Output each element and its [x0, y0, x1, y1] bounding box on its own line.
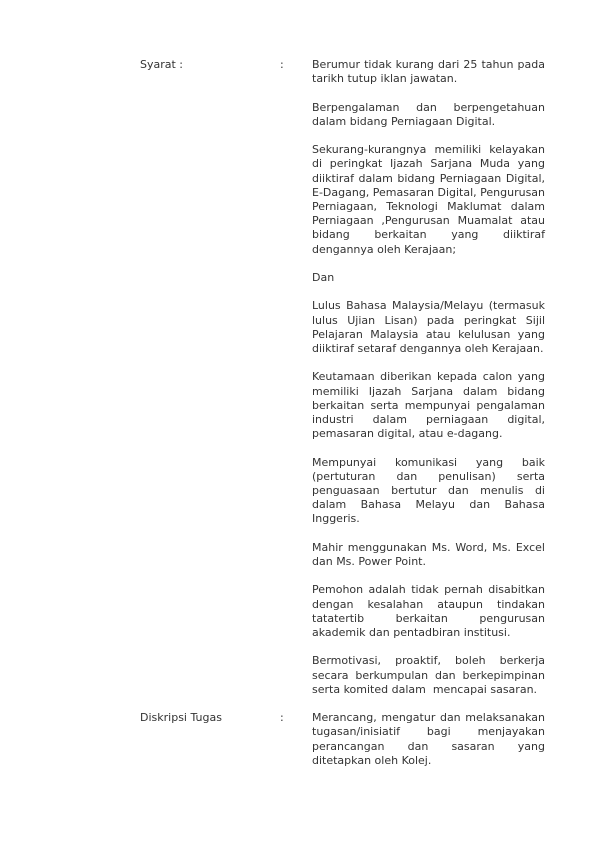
requirement-paragraph: Pemohon adalah tidak pernah disabitkan dengan kesalahan ataupun tindakan tatatertib berkaitan pengurusan akademik dan pentadbiran institusi.	[312, 583, 549, 639]
requirement-paragraph: Dan	[312, 271, 335, 284]
requirement-paragraph: Mahir menggunakan Ms. Word, Ms. Excel dan Ms. Power Point.	[312, 540, 549, 568]
row-value	[312, 711, 549, 768]
requirement-paragraph: Merancang, mengatur dan melaksanakan tugasan/inisiatif bagi menjayakan perancangan dan sasaran yang ditetapkan oleh Kolej.	[312, 711, 549, 767]
row-colon-separator: :	[280, 58, 284, 71]
row-label: Syarat :	[140, 58, 184, 71]
requirement-paragraph: Bermotivasi, proaktif, boleh berkerja secara berkumpulan dan berkepimpinan serta komited dalam mencapai sasaran.	[312, 654, 549, 696]
requirement-paragraph: Keutamaan diberikan kepada calon yang memiliki Ijazah Sarjana dalam bidang berkaitan serta mempunyai pengalaman industri dalam perniagaan digital, pemasaran digital, atau e-dagang.	[312, 370, 549, 441]
requirement-paragraph: Sekurang-kurangnya memiliki kelayakan di peringkat Ijazah Sarjana Muda yang diiktiraf dalam bidang Perniagaan Digital, E-Dagang, Pemasaran Digital, Pengurusan Perniagaan, Teknologi Maklumat dalam Perniagaan ,Pengurusan Muamalat atau bidang berkaitan yang diiktiraf dengannya oleh Kerajaan;	[312, 143, 549, 256]
document-row	[0, 711, 600, 768]
row-colon-separator: :	[280, 711, 284, 725]
requirement-paragraph: Berpengalaman dan berpengetahuan dalam bidang Perniagaan Digital.	[312, 100, 549, 128]
row-value	[312, 58, 549, 697]
requirement-paragraph: Lulus Bahasa Malaysia/Melayu (termasuk lulus Ujian Lisan) pada peringkat Sijil Pelajaran Malaysia atau kelulusan yang diiktiraf setaraf dengannya oleh Kerajaan.	[312, 299, 549, 355]
requirement-paragraph: Mempunyai komunikasi yang baik (pertuturan dan penulisan) serta penguasaan bertutur dan menulis di dalam Bahasa Melayu dan Bahasa Inggeris.	[312, 455, 549, 526]
row-spacer	[0, 697, 600, 711]
document-row	[0, 58, 600, 697]
requirement-paragraph: Berumur tidak kurang dari 25 tahun pada tarikh tutup iklan jawatan.	[312, 58, 549, 86]
document-body	[0, 58, 600, 768]
row-label: Diskripsi Tugas	[140, 711, 222, 725]
